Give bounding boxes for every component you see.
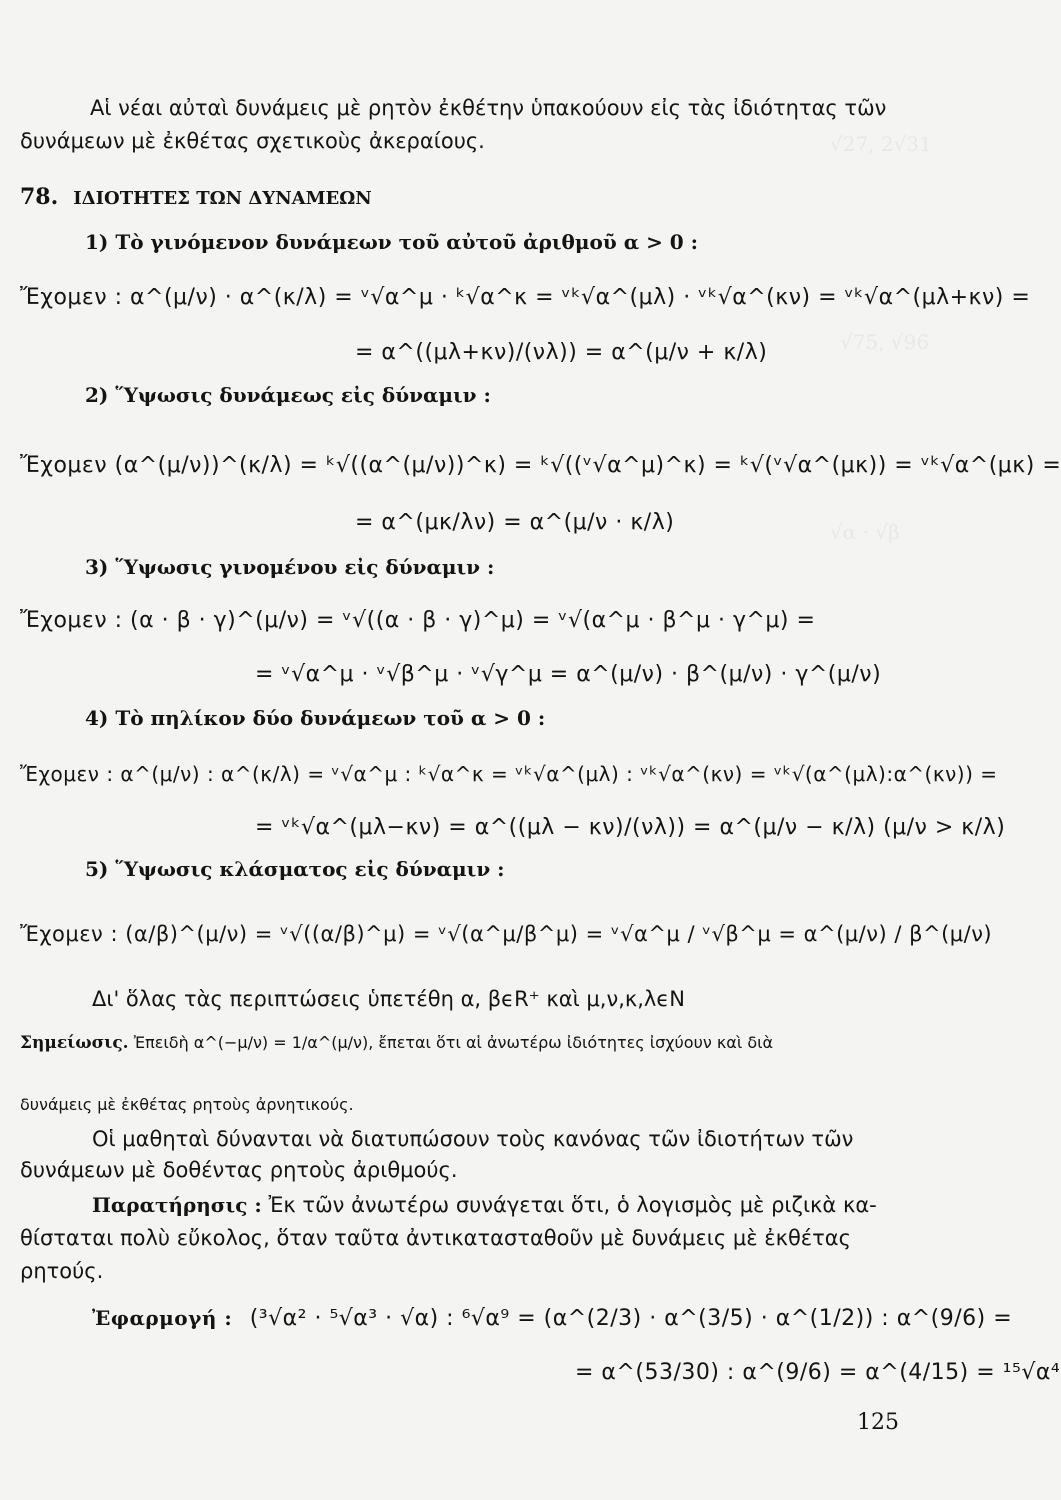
bleed-through: √75, √96 bbox=[840, 330, 930, 354]
section-number: 78. bbox=[20, 184, 59, 210]
item-4-heading: 4) Τὸ πηλίκον δύο δυνάμεων τοῦ α > 0 : bbox=[85, 706, 546, 730]
item-1-heading: 1) Τὸ γινόμενον δυνάμεων τοῦ αὐτοῦ ἀριθμοῦ α > 0 : bbox=[85, 230, 699, 254]
section-heading bbox=[20, 184, 372, 210]
page-number: 125 bbox=[857, 1410, 899, 1435]
remark-line-1 bbox=[92, 1188, 877, 1222]
remark-text: Ἐκ τῶν ἀνωτέρω συνάγεται ὅτι, ὁ λογισμὸς μὲ ριζικὰ κα- bbox=[268, 1193, 877, 1217]
remark-line-3: ρητούς. bbox=[20, 1259, 104, 1283]
item-4-equation: Ἔχομεν : α^(μ/ν) : α^(κ/λ) = ᵛ√α^μ : ᵏ√α^κ = ᵛᵏ√α^(μλ) : ᵛᵏ√α^(κν) = ᵛᵏ√(α^(μλ):α^(κν)) = bbox=[20, 762, 998, 786]
bleed-through: √α · √β bbox=[830, 520, 900, 544]
note-text: Ἐπειδὴ α^(−μ/ν) = 1/α^(μ/ν), ἔπεται ὅτι αἱ ἀνωτέρω ἰδιότητες ἰσχύουν καὶ διὰ bbox=[133, 1033, 774, 1052]
intro-line-1: Αἱ νέαι αὐταὶ δυνάμεις μὲ ρητὸν ἐκθέτην ὑπακούουν εἰς τὰς ἰδιότητας τῶν bbox=[90, 96, 887, 120]
item-2-equation: Ἔχομεν (α^(μ/ν))^(κ/λ) = ᵏ√((α^(μ/ν))^κ) = ᵏ√((ᵛ√α^μ)^κ) = ᵏ√(ᵛ√α^(μκ)) = ᵛᵏ√α^(μκ) = bbox=[20, 453, 1061, 478]
students-line-1: Οἱ μαθηταὶ δύνανται νὰ διατυπώσουν τοὺς κανόνας τῶν ἰδιοτήτων τῶν bbox=[92, 1127, 854, 1151]
application-line bbox=[92, 1306, 1012, 1331]
item-5-equation: Ἔχομεν : (α/β)^(μ/ν) = ᵛ√((α/β)^μ) = ᵛ√(α^μ/β^μ) = ᵛ√α^μ / ᵛ√β^μ = α^(μ/ν) / β^(μ/ν) bbox=[20, 922, 993, 946]
section-title: ΙΔΙΟΤΗΤΕΣ ΤΩΝ ΔΥΝΑΜΕΩΝ bbox=[73, 188, 372, 209]
note-label: Σημείωσις. bbox=[20, 1033, 129, 1053]
application-equation-cont: = α^(53/30) : α^(9/6) = α^(4/15) = ¹⁵√α⁴ bbox=[575, 1360, 1061, 1385]
item-5-heading: 5) Ὕψωσις κλάσματος εἰς δύναμιν : bbox=[85, 857, 505, 881]
intro-line-2: δυνάμεων μὲ ἐκθέτας σχετικοὺς ἀκεραίους. bbox=[20, 129, 485, 153]
application-label: Ἐφαρμογή : bbox=[92, 1306, 233, 1330]
remark-line-2: θίσταται πολὺ εὔκολος, ὅταν ταῦτα ἀντικατασταθοῦν μὲ δυνάμεις μὲ ἐκθέτας bbox=[20, 1226, 851, 1250]
note-line bbox=[20, 1033, 773, 1053]
item-4-equation-cont: = ᵛᵏ√α^(μλ−κν) = α^((μλ − κν)/(νλ)) = α^(μ/ν − κ/λ) (μ/ν > κ/λ) bbox=[255, 815, 1006, 840]
application-equation: (³√α² · ⁵√α³ · √α) : ⁶√α⁹ = (α^(2/3) · α^(3/5) · α^(1/2)) : α^(9/6) = bbox=[249, 1306, 1013, 1331]
item-2-heading: 2) Ὕψωσις δυνάμεως εἰς δύναμιν : bbox=[85, 383, 491, 407]
conditions-line: Δι' ὅλας τὰς περιπτώσεις ὑπετέθη α, βϵR⁺ καὶ μ,ν,κ,λϵN bbox=[92, 987, 685, 1011]
note-continuation: δυνάμεις μὲ ἐκθέτας ρητοὺς ἀρνητικούς. bbox=[20, 1095, 354, 1114]
item-3-heading: 3) Ὕψωσις γινομένου εἰς δύναμιν : bbox=[85, 555, 495, 579]
item-1-equation-cont: = α^((μλ+κν)/(νλ)) = α^(μ/ν + κ/λ) bbox=[355, 340, 768, 365]
item-3-equation-cont: = ᵛ√α^μ · ᵛ√β^μ · ᵛ√γ^μ = α^(μ/ν) · β^(μ/ν) · γ^(μ/ν) bbox=[255, 662, 882, 687]
bleed-through: √27, 2√31 bbox=[830, 132, 932, 156]
item-1-equation: Ἔχομεν : α^(μ/ν) · α^(κ/λ) = ᵛ√α^μ · ᵏ√α^κ = ᵛᵏ√α^(μλ) · ᵛᵏ√α^(κν) = ᵛᵏ√α^(μλ+κν) = bbox=[20, 285, 1031, 310]
item-3-equation: Ἔχομεν : (α · β · γ)^(μ/ν) = ᵛ√((α · β · γ)^μ) = ᵛ√(α^μ · β^μ · γ^μ) = bbox=[20, 608, 816, 633]
remark-label: Παρατήρησις : bbox=[92, 1193, 262, 1217]
item-2-equation-cont: = α^(μκ/λν) = α^(μ/ν · κ/λ) bbox=[355, 510, 675, 535]
students-line-2: δυνάμεων μὲ δοθέντας ρητοὺς ἀριθμούς. bbox=[20, 1158, 458, 1182]
